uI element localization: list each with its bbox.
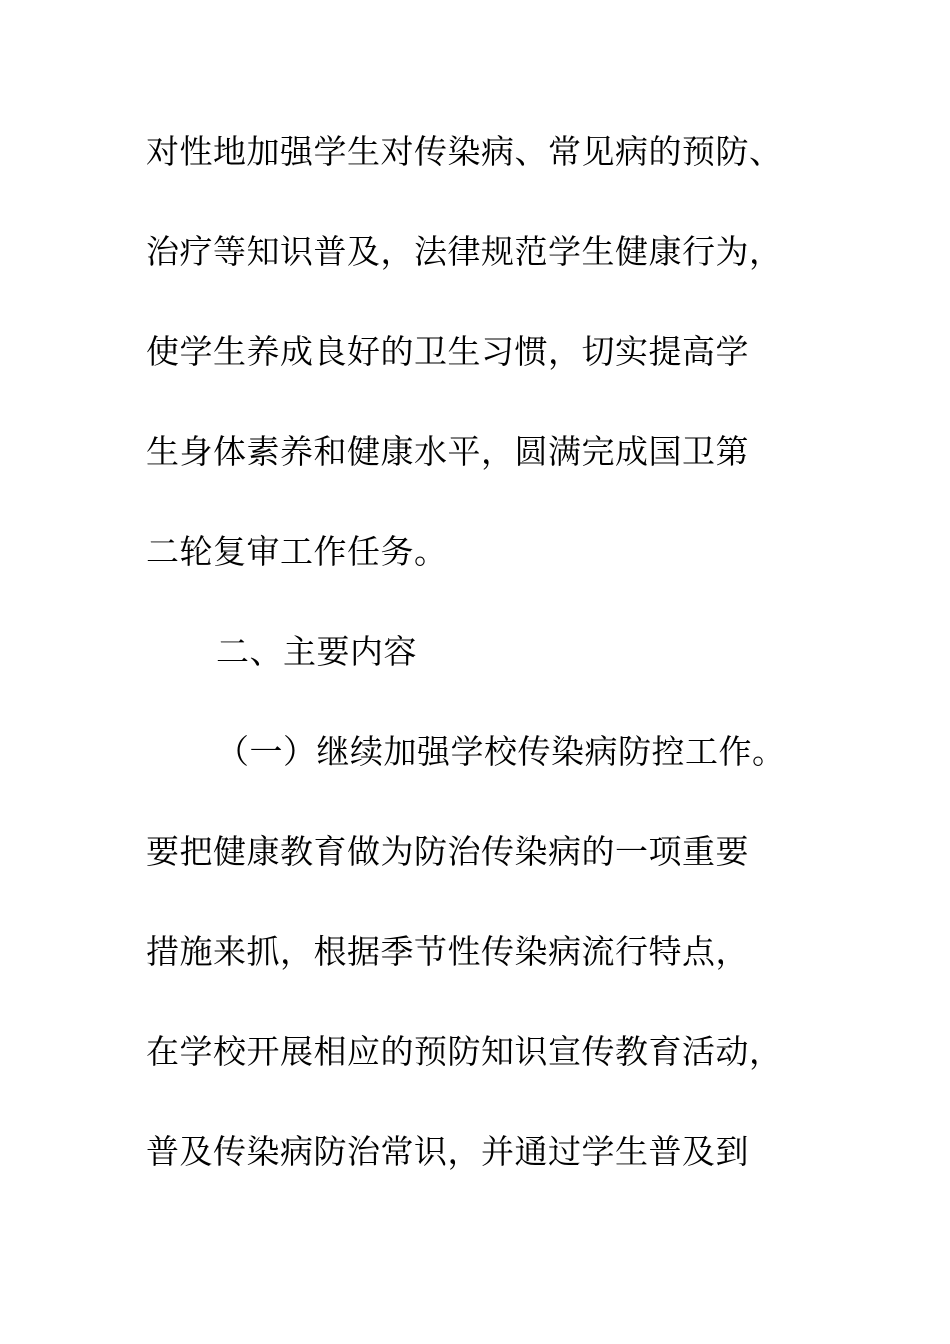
body-line-9: 措施来抓，根据季节性传染病流行特点， (146, 932, 749, 971)
body-line-3: 使学生养成良好的卫生习惯，切实提高学 (146, 332, 749, 371)
section-heading: 二、主要内容 (216, 632, 417, 671)
body-line-11: 普及传染病防治常识，并通过学生普及到 (146, 1132, 749, 1171)
body-line-10: 在学校开展相应的预防知识宣传教育活动， (146, 1032, 783, 1071)
body-line-1: 对性地加强学生对传染病、常见病的预防、 (146, 132, 783, 171)
body-line-2: 治疗等知识普及，法律规范学生健康行为， (146, 232, 783, 271)
subsection-heading: （一）继续加强学校传染病防控工作。 (216, 732, 786, 771)
body-line-4: 生身体素养和健康水平，圆满完成国卫第 (146, 432, 749, 471)
body-line-8: 要把健康教育做为防治传染病的一项重要 (146, 832, 749, 871)
body-line-5: 二轮复审工作任务。 (146, 532, 448, 571)
